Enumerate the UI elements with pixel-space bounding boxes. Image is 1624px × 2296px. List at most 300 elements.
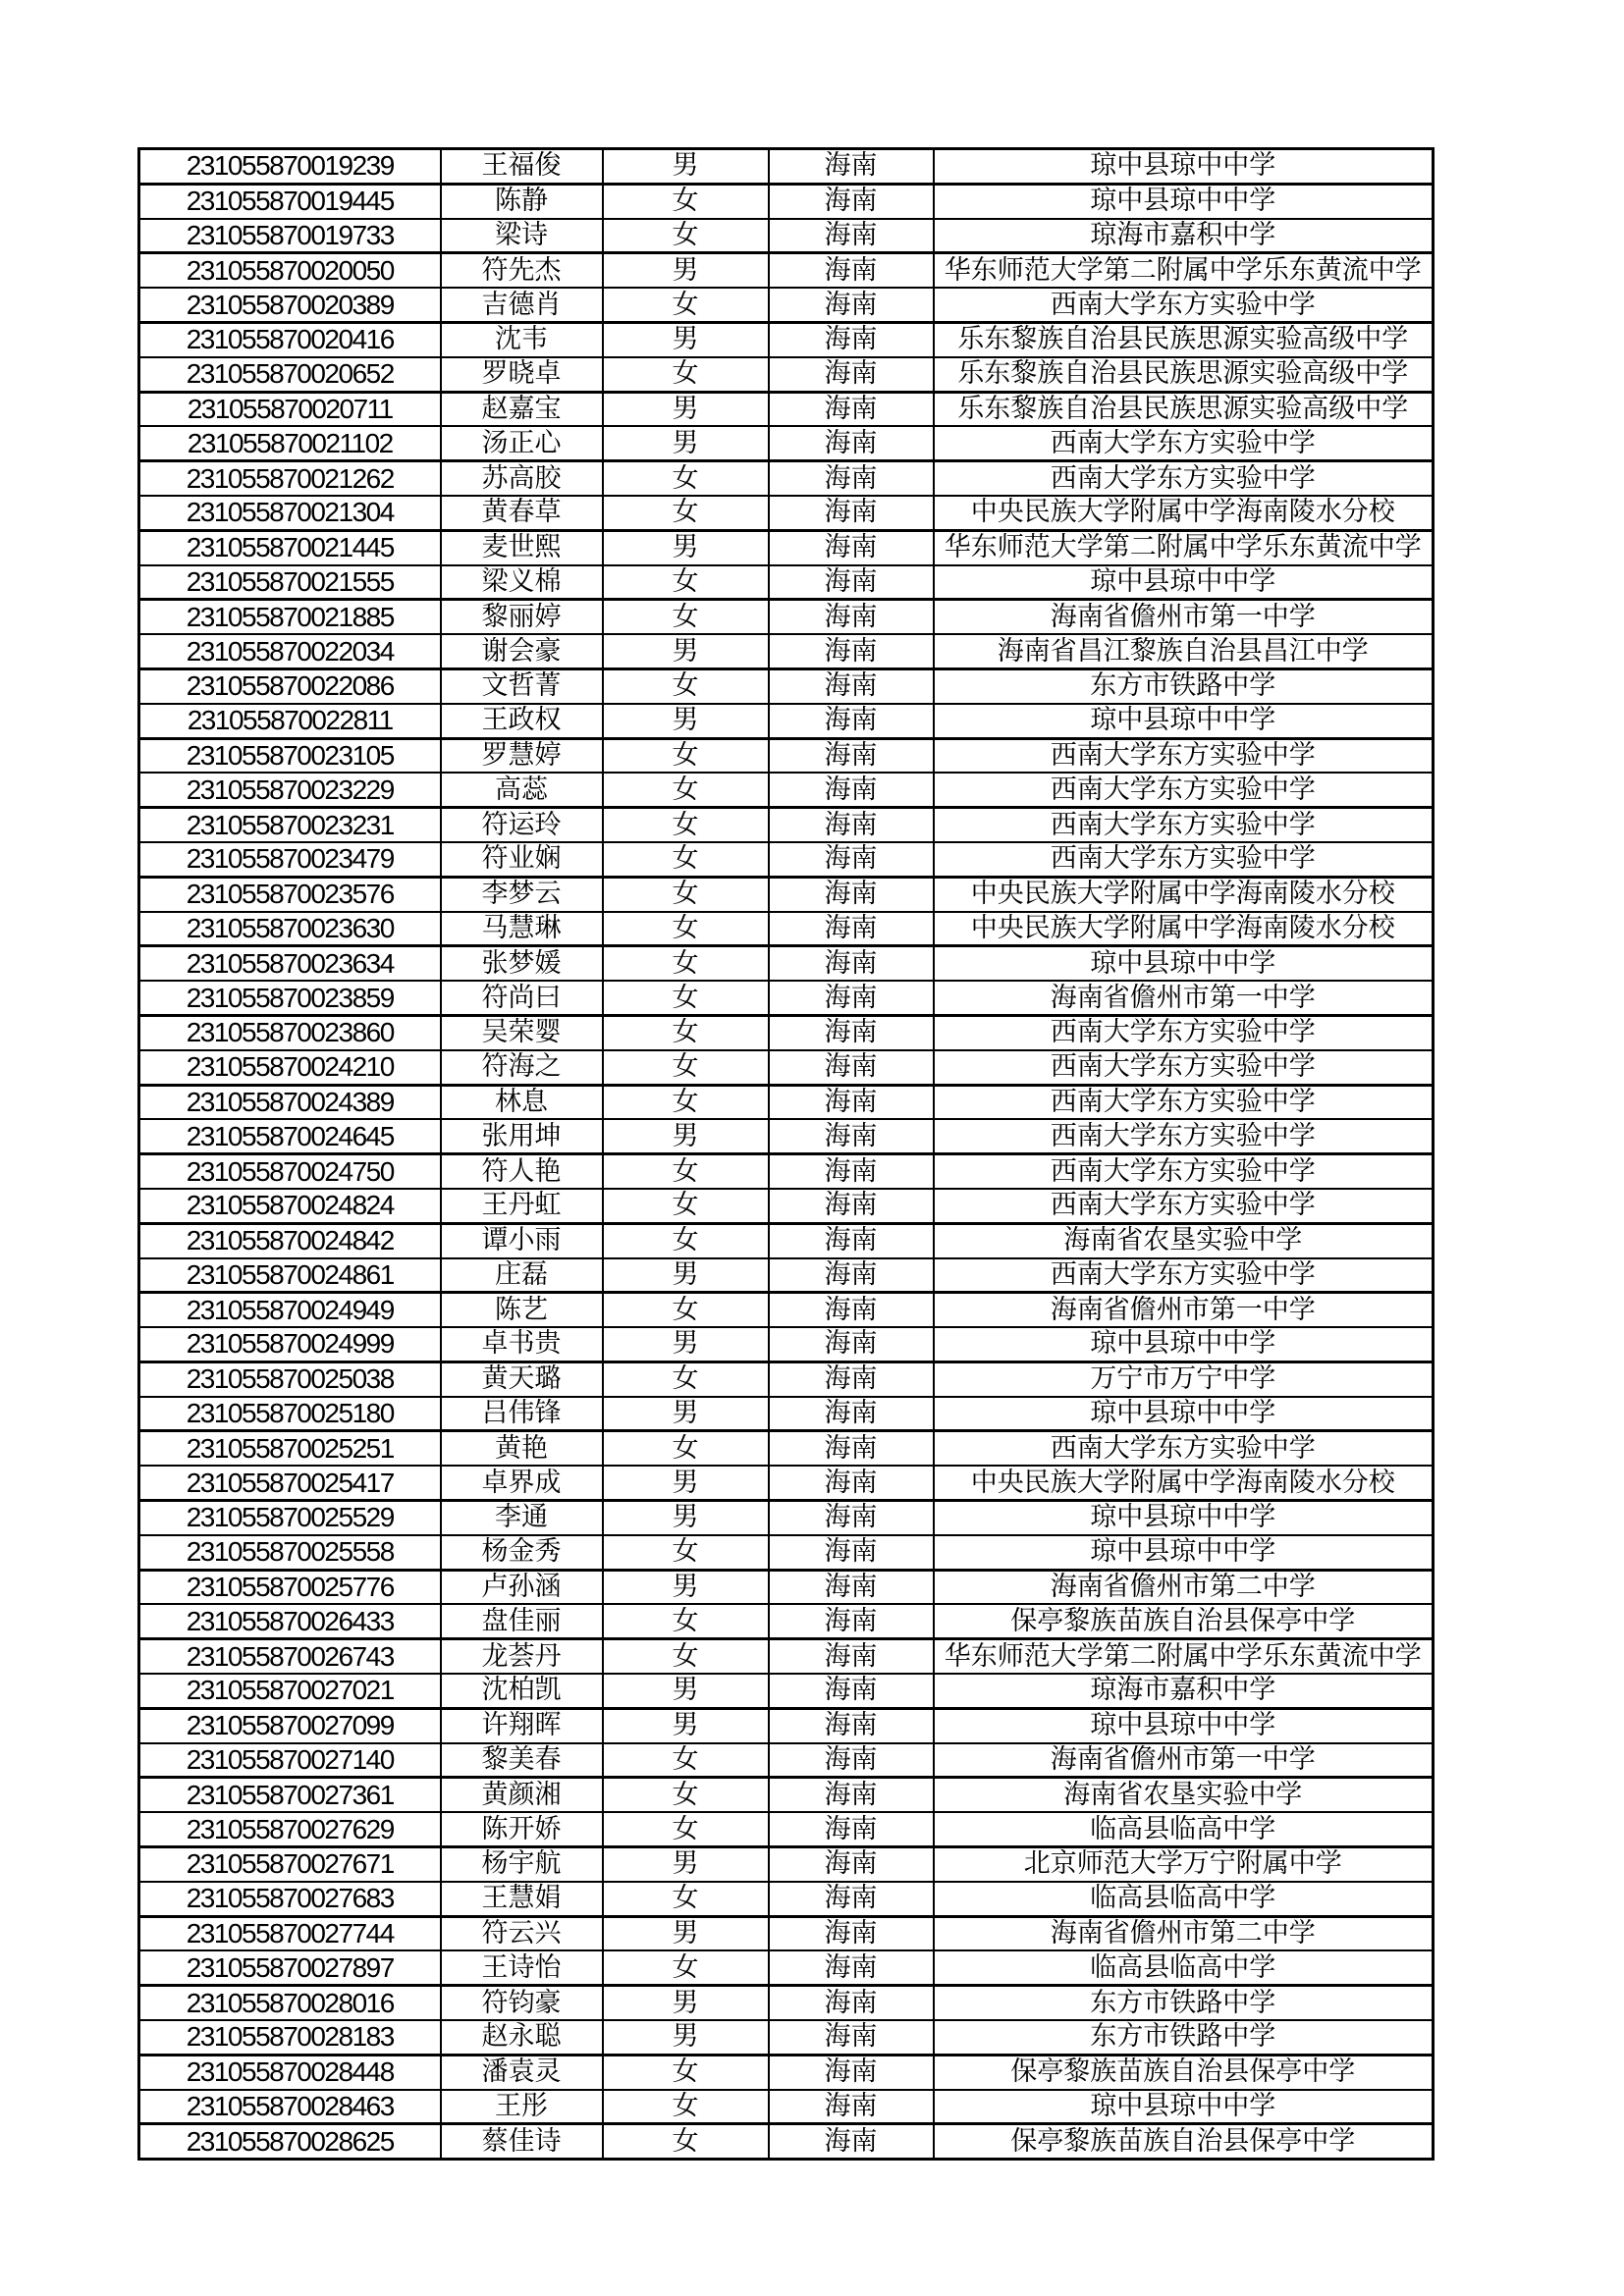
candidate-id-cell: 231055870027099 xyxy=(139,1708,441,1742)
gender-cell: 男 xyxy=(603,2020,769,2055)
province-cell: 海南 xyxy=(769,600,934,634)
candidate-id-cell: 231055870024842 xyxy=(139,1223,441,1257)
school-cell: 东方市铁路中学 xyxy=(934,1986,1434,2020)
candidate-id-cell: 231055870027021 xyxy=(139,1674,441,1708)
table-row xyxy=(139,1050,1434,1085)
name-cell: 黄颜湘 xyxy=(441,1778,603,1812)
candidate-id-cell: 231055870023105 xyxy=(139,738,441,773)
candidate-id-cell: 231055870027140 xyxy=(139,1743,441,1778)
name-cell: 符钧豪 xyxy=(441,1986,603,2020)
province-cell: 海南 xyxy=(769,1604,934,1638)
gender-cell: 男 xyxy=(603,426,769,460)
table-row xyxy=(139,1258,1434,1293)
school-cell: 乐东黎族自治县民族思源实验高级中学 xyxy=(934,392,1434,426)
name-cell: 沈柏凯 xyxy=(441,1674,603,1708)
school-cell: 海南省儋州市第一中学 xyxy=(934,981,1434,1015)
gender-cell: 女 xyxy=(603,668,769,703)
province-cell: 海南 xyxy=(769,2124,934,2160)
table-row xyxy=(139,946,1434,981)
gender-cell: 女 xyxy=(603,1015,769,1049)
candidate-id-cell: 231055870020050 xyxy=(139,253,441,288)
province-cell: 海南 xyxy=(769,1950,934,1985)
province-cell: 海南 xyxy=(769,773,934,807)
gender-cell: 女 xyxy=(603,1812,769,1846)
gender-cell: 女 xyxy=(603,1639,769,1674)
name-cell: 陈静 xyxy=(441,184,603,218)
gender-cell: 女 xyxy=(603,808,769,842)
province-cell: 海南 xyxy=(769,1778,934,1812)
name-cell: 符海之 xyxy=(441,1050,603,1085)
name-cell: 卓界成 xyxy=(441,1466,603,1500)
name-cell: 符先杰 xyxy=(441,253,603,288)
candidate-id-cell: 231055870027897 xyxy=(139,1950,441,1985)
school-cell: 海南省昌江黎族自治县昌江中学 xyxy=(934,634,1434,668)
school-cell: 琼中县琼中中学 xyxy=(934,1535,1434,1570)
name-cell: 陈开娇 xyxy=(441,1812,603,1846)
name-cell: 李通 xyxy=(441,1501,603,1535)
name-cell: 罗慧婷 xyxy=(441,738,603,773)
candidate-id-cell: 231055870023479 xyxy=(139,842,441,877)
province-cell: 海南 xyxy=(769,946,934,981)
name-cell: 马慧琳 xyxy=(441,912,603,946)
province-cell: 海南 xyxy=(769,461,934,496)
candidate-id-cell: 231055870024949 xyxy=(139,1293,441,1327)
gender-cell: 女 xyxy=(603,1604,769,1638)
table-row xyxy=(139,1812,1434,1846)
candidate-id-cell: 231055870021445 xyxy=(139,530,441,564)
name-cell: 卢孙涵 xyxy=(441,1570,603,1604)
province-cell: 海南 xyxy=(769,842,934,877)
candidate-id-cell: 231055870024389 xyxy=(139,1085,441,1119)
province-cell: 海南 xyxy=(769,634,934,668)
table-row xyxy=(139,1466,1434,1500)
table-row xyxy=(139,530,1434,564)
gender-cell: 女 xyxy=(603,288,769,322)
province-cell: 海南 xyxy=(769,1154,934,1189)
name-cell: 沈韦 xyxy=(441,322,603,356)
name-cell: 梁诗 xyxy=(441,219,603,253)
table-row xyxy=(139,565,1434,600)
gender-cell: 男 xyxy=(603,1986,769,2020)
province-cell: 海南 xyxy=(769,1466,934,1500)
school-cell: 西南大学东方实验中学 xyxy=(934,1119,1434,1153)
name-cell: 符业娴 xyxy=(441,842,603,877)
name-cell: 龙荟丹 xyxy=(441,1639,603,1674)
province-cell: 海南 xyxy=(769,530,934,564)
gender-cell: 男 xyxy=(603,1397,769,1431)
table-row xyxy=(139,1708,1434,1742)
province-cell: 海南 xyxy=(769,2090,934,2124)
gender-cell: 女 xyxy=(603,184,769,218)
name-cell: 王慧娟 xyxy=(441,1882,603,1916)
name-cell: 符人艳 xyxy=(441,1154,603,1189)
candidate-id-cell: 231055870023576 xyxy=(139,877,441,911)
province-cell: 海南 xyxy=(769,1223,934,1257)
candidate-id-cell: 231055870025038 xyxy=(139,1362,441,1396)
name-cell: 黄天璐 xyxy=(441,1362,603,1396)
school-cell: 西南大学东方实验中学 xyxy=(934,1258,1434,1293)
school-cell: 琼海市嘉积中学 xyxy=(934,1674,1434,1708)
table-row xyxy=(139,184,1434,218)
candidate-id-cell: 231055870021555 xyxy=(139,565,441,600)
candidate-id-cell: 231055870019445 xyxy=(139,184,441,218)
table-row xyxy=(139,149,1434,185)
candidate-id-cell: 231055870026433 xyxy=(139,1604,441,1638)
name-cell: 高蕊 xyxy=(441,773,603,807)
table-row xyxy=(139,392,1434,426)
name-cell: 赵嘉宝 xyxy=(441,392,603,426)
province-cell: 海南 xyxy=(769,219,934,253)
school-cell: 中央民族大学附属中学海南陵水分校 xyxy=(934,877,1434,911)
school-cell: 琼中县琼中中学 xyxy=(934,1397,1434,1431)
candidate-id-cell: 231055870023859 xyxy=(139,981,441,1015)
table-row xyxy=(139,357,1434,392)
province-cell: 海南 xyxy=(769,1674,934,1708)
school-cell: 琼海市嘉积中学 xyxy=(934,219,1434,253)
gender-cell: 男 xyxy=(603,530,769,564)
province-cell: 海南 xyxy=(769,392,934,426)
candidate-id-cell: 231055870025251 xyxy=(139,1431,441,1466)
table-row xyxy=(139,1882,1434,1916)
table-row xyxy=(139,1604,1434,1638)
gender-cell: 女 xyxy=(603,1223,769,1257)
school-cell: 保亭黎族苗族自治县保亭中学 xyxy=(934,2124,1434,2160)
table-row xyxy=(139,1535,1434,1570)
province-cell: 海南 xyxy=(769,1397,934,1431)
gender-cell: 男 xyxy=(603,1327,769,1362)
gender-cell: 女 xyxy=(603,1050,769,1085)
name-cell: 王政权 xyxy=(441,704,603,738)
gender-cell: 男 xyxy=(603,322,769,356)
school-cell: 保亭黎族苗族自治县保亭中学 xyxy=(934,2055,1434,2089)
school-cell: 琼中县琼中中学 xyxy=(934,1327,1434,1362)
school-cell: 临高县临高中学 xyxy=(934,1882,1434,1916)
province-cell: 海南 xyxy=(769,1258,934,1293)
candidate-id-cell: 231055870025558 xyxy=(139,1535,441,1570)
candidate-id-cell: 231055870028016 xyxy=(139,1986,441,2020)
gender-cell: 女 xyxy=(603,773,769,807)
gender-cell: 女 xyxy=(603,738,769,773)
province-cell: 海南 xyxy=(769,496,934,530)
candidate-id-cell: 231055870027683 xyxy=(139,1882,441,1916)
school-cell: 西南大学东方实验中学 xyxy=(934,461,1434,496)
gender-cell: 女 xyxy=(603,1293,769,1327)
name-cell: 蔡佳诗 xyxy=(441,2124,603,2160)
name-cell: 谢会豪 xyxy=(441,634,603,668)
school-cell: 万宁市万宁中学 xyxy=(934,1362,1434,1396)
candidate-id-cell: 231055870020416 xyxy=(139,322,441,356)
table-row xyxy=(139,2090,1434,2124)
province-cell: 海南 xyxy=(769,1882,934,1916)
table-row xyxy=(139,1950,1434,1985)
province-cell: 海南 xyxy=(769,1431,934,1466)
school-cell: 北京师范大学万宁附属中学 xyxy=(934,1847,1434,1882)
name-cell: 林息 xyxy=(441,1085,603,1119)
name-cell: 王彤 xyxy=(441,2090,603,2124)
table-row xyxy=(139,1223,1434,1257)
school-cell: 琼中县琼中中学 xyxy=(934,1501,1434,1535)
gender-cell: 男 xyxy=(603,1501,769,1535)
gender-cell: 女 xyxy=(603,2090,769,2124)
gender-cell: 女 xyxy=(603,1950,769,1985)
name-cell: 盘佳丽 xyxy=(441,1604,603,1638)
school-cell: 乐东黎族自治县民族思源实验高级中学 xyxy=(934,357,1434,392)
gender-cell: 女 xyxy=(603,357,769,392)
school-cell: 东方市铁路中学 xyxy=(934,2020,1434,2055)
name-cell: 麦世熙 xyxy=(441,530,603,564)
gender-cell: 女 xyxy=(603,1189,769,1223)
candidate-id-cell: 231055870023229 xyxy=(139,773,441,807)
school-cell: 海南省农垦实验中学 xyxy=(934,1778,1434,1812)
candidate-id-cell: 231055870027361 xyxy=(139,1778,441,1812)
gender-cell: 女 xyxy=(603,981,769,1015)
school-cell: 乐东黎族自治县民族思源实验高级中学 xyxy=(934,322,1434,356)
province-cell: 海南 xyxy=(769,2055,934,2089)
candidate-id-cell: 231055870021102 xyxy=(139,426,441,460)
gender-cell: 男 xyxy=(603,1466,769,1500)
province-cell: 海南 xyxy=(769,1085,934,1119)
school-cell: 东方市铁路中学 xyxy=(934,668,1434,703)
name-cell: 符尚曰 xyxy=(441,981,603,1015)
school-cell: 琼中县琼中中学 xyxy=(934,184,1434,218)
table-row xyxy=(139,2055,1434,2089)
province-cell: 海南 xyxy=(769,1916,934,1950)
school-cell: 临高县临高中学 xyxy=(934,1950,1434,1985)
candidate-id-cell: 231055870024999 xyxy=(139,1327,441,1362)
province-cell: 海南 xyxy=(769,1535,934,1570)
province-cell: 海南 xyxy=(769,668,934,703)
table-row xyxy=(139,1119,1434,1153)
table-row xyxy=(139,1362,1434,1396)
name-cell: 符运玲 xyxy=(441,808,603,842)
candidate-id-cell: 231055870027744 xyxy=(139,1916,441,1950)
table-row xyxy=(139,912,1434,946)
school-cell: 西南大学东方实验中学 xyxy=(934,1431,1434,1466)
school-cell: 中央民族大学附属中学海南陵水分校 xyxy=(934,1466,1434,1500)
table-row xyxy=(139,1501,1434,1535)
gender-cell: 男 xyxy=(603,392,769,426)
candidate-id-cell: 231055870023630 xyxy=(139,912,441,946)
table-row xyxy=(139,1986,1434,2020)
candidate-id-cell: 231055870028183 xyxy=(139,2020,441,2055)
table-row xyxy=(139,219,1434,253)
gender-cell: 女 xyxy=(603,2124,769,2160)
school-cell: 华东师范大学第二附属中学乐东黄流中学 xyxy=(934,530,1434,564)
gender-cell: 男 xyxy=(603,1708,769,1742)
school-cell: 西南大学东方实验中学 xyxy=(934,1050,1434,1085)
province-cell: 海南 xyxy=(769,877,934,911)
table-row xyxy=(139,1431,1434,1466)
name-cell: 陈艺 xyxy=(441,1293,603,1327)
school-cell: 华东师范大学第二附属中学乐东黄流中学 xyxy=(934,253,1434,288)
province-cell: 海南 xyxy=(769,1293,934,1327)
name-cell: 潘袁灵 xyxy=(441,2055,603,2089)
table-row xyxy=(139,253,1434,288)
gender-cell: 男 xyxy=(603,253,769,288)
candidate-id-cell: 231055870028463 xyxy=(139,2090,441,2124)
candidate-id-cell: 231055870022034 xyxy=(139,634,441,668)
gender-cell: 女 xyxy=(603,1154,769,1189)
candidate-id-cell: 231055870024750 xyxy=(139,1154,441,1189)
province-cell: 海南 xyxy=(769,322,934,356)
province-cell: 海南 xyxy=(769,738,934,773)
gender-cell: 女 xyxy=(603,912,769,946)
table-row xyxy=(139,322,1434,356)
province-cell: 海南 xyxy=(769,565,934,600)
table-row xyxy=(139,1847,1434,1882)
table-row xyxy=(139,981,1434,1015)
table-row xyxy=(139,1743,1434,1778)
gender-cell: 男 xyxy=(603,149,769,185)
name-cell: 王丹虹 xyxy=(441,1189,603,1223)
table-row xyxy=(139,1674,1434,1708)
gender-cell: 男 xyxy=(603,1570,769,1604)
name-cell: 李梦云 xyxy=(441,877,603,911)
table-row xyxy=(139,426,1434,460)
candidate-id-cell: 231055870022811 xyxy=(139,704,441,738)
name-cell: 张用坤 xyxy=(441,1119,603,1153)
school-cell: 保亭黎族苗族自治县保亭中学 xyxy=(934,1604,1434,1638)
gender-cell: 男 xyxy=(603,1119,769,1153)
school-cell: 华东师范大学第二附属中学乐东黄流中学 xyxy=(934,1639,1434,1674)
gender-cell: 女 xyxy=(603,842,769,877)
table-row xyxy=(139,1639,1434,1674)
name-cell: 吕伟锋 xyxy=(441,1397,603,1431)
candidate-id-cell: 231055870025180 xyxy=(139,1397,441,1431)
gender-cell: 男 xyxy=(603,1674,769,1708)
school-cell: 海南省儋州市第一中学 xyxy=(934,1293,1434,1327)
gender-cell: 女 xyxy=(603,496,769,530)
candidate-id-cell: 231055870023231 xyxy=(139,808,441,842)
school-cell: 海南省儋州市第二中学 xyxy=(934,1570,1434,1604)
school-cell: 海南省儋州市第一中学 xyxy=(934,1743,1434,1778)
table-row xyxy=(139,288,1434,322)
school-cell: 琼中县琼中中学 xyxy=(934,704,1434,738)
candidate-id-cell: 231055870023860 xyxy=(139,1015,441,1049)
candidate-id-cell: 231055870019239 xyxy=(139,149,441,185)
candidate-id-cell: 231055870021304 xyxy=(139,496,441,530)
gender-cell: 女 xyxy=(603,2055,769,2089)
name-cell: 文哲菁 xyxy=(441,668,603,703)
province-cell: 海南 xyxy=(769,184,934,218)
name-cell: 黄艳 xyxy=(441,1431,603,1466)
gender-cell: 男 xyxy=(603,634,769,668)
school-cell: 琼中县琼中中学 xyxy=(934,1708,1434,1742)
name-cell: 许翔晖 xyxy=(441,1708,603,1742)
school-cell: 西南大学东方实验中学 xyxy=(934,773,1434,807)
name-cell: 汤正心 xyxy=(441,426,603,460)
candidate-id-cell: 231055870024645 xyxy=(139,1119,441,1153)
table-row xyxy=(139,1570,1434,1604)
candidate-id-cell: 231055870028625 xyxy=(139,2124,441,2160)
table-row xyxy=(139,1916,1434,1950)
name-cell: 吉德肖 xyxy=(441,288,603,322)
province-cell: 海南 xyxy=(769,1050,934,1085)
gender-cell: 男 xyxy=(603,1847,769,1882)
table-row xyxy=(139,2020,1434,2055)
province-cell: 海南 xyxy=(769,1639,934,1674)
table-row xyxy=(139,1397,1434,1431)
name-cell: 杨宇航 xyxy=(441,1847,603,1882)
gender-cell: 女 xyxy=(603,1431,769,1466)
gender-cell: 女 xyxy=(603,1743,769,1778)
candidate-id-cell: 231055870020652 xyxy=(139,357,441,392)
table-row xyxy=(139,496,1434,530)
school-cell: 西南大学东方实验中学 xyxy=(934,738,1434,773)
gender-cell: 女 xyxy=(603,600,769,634)
table-row xyxy=(139,1293,1434,1327)
student-list-table xyxy=(137,147,1435,2161)
province-cell: 海南 xyxy=(769,357,934,392)
candidate-id-cell: 231055870023634 xyxy=(139,946,441,981)
province-cell: 海南 xyxy=(769,1570,934,1604)
table-row xyxy=(139,668,1434,703)
school-cell: 西南大学东方实验中学 xyxy=(934,288,1434,322)
candidate-id-cell: 231055870024824 xyxy=(139,1189,441,1223)
province-cell: 海南 xyxy=(769,1189,934,1223)
table-row xyxy=(139,600,1434,634)
name-cell: 黎丽婷 xyxy=(441,600,603,634)
gender-cell: 女 xyxy=(603,1778,769,1812)
name-cell: 杨金秀 xyxy=(441,1535,603,1570)
candidate-id-cell: 231055870027671 xyxy=(139,1847,441,1882)
candidate-id-cell: 231055870024210 xyxy=(139,1050,441,1085)
gender-cell: 女 xyxy=(603,1362,769,1396)
table-row xyxy=(139,461,1434,496)
province-cell: 海南 xyxy=(769,288,934,322)
province-cell: 海南 xyxy=(769,1847,934,1882)
gender-cell: 女 xyxy=(603,461,769,496)
province-cell: 海南 xyxy=(769,1015,934,1049)
province-cell: 海南 xyxy=(769,1743,934,1778)
candidate-id-cell: 231055870019733 xyxy=(139,219,441,253)
name-cell: 符云兴 xyxy=(441,1916,603,1950)
school-cell: 琼中县琼中中学 xyxy=(934,2090,1434,2124)
gender-cell: 女 xyxy=(603,946,769,981)
name-cell: 张梦媛 xyxy=(441,946,603,981)
candidate-id-cell: 231055870025417 xyxy=(139,1466,441,1500)
name-cell: 谭小雨 xyxy=(441,1223,603,1257)
table-row xyxy=(139,1015,1434,1049)
province-cell: 海南 xyxy=(769,1327,934,1362)
candidate-id-cell: 231055870024861 xyxy=(139,1258,441,1293)
table-row xyxy=(139,1778,1434,1812)
name-cell: 卓书贵 xyxy=(441,1327,603,1362)
name-cell: 王福俊 xyxy=(441,149,603,185)
candidate-id-cell: 231055870021885 xyxy=(139,600,441,634)
province-cell: 海南 xyxy=(769,1119,934,1153)
school-cell: 琼中县琼中中学 xyxy=(934,149,1434,185)
school-cell: 海南省儋州市第二中学 xyxy=(934,1916,1434,1950)
candidate-id-cell: 231055870028448 xyxy=(139,2055,441,2089)
school-cell: 海南省农垦实验中学 xyxy=(934,1223,1434,1257)
province-cell: 海南 xyxy=(769,1708,934,1742)
school-cell: 西南大学东方实验中学 xyxy=(934,1015,1434,1049)
school-cell: 中央民族大学附属中学海南陵水分校 xyxy=(934,496,1434,530)
province-cell: 海南 xyxy=(769,704,934,738)
table-row xyxy=(139,1085,1434,1119)
school-cell: 西南大学东方实验中学 xyxy=(934,842,1434,877)
province-cell: 海南 xyxy=(769,1986,934,2020)
province-cell: 海南 xyxy=(769,981,934,1015)
gender-cell: 男 xyxy=(603,1258,769,1293)
province-cell: 海南 xyxy=(769,149,934,185)
gender-cell: 男 xyxy=(603,704,769,738)
table-row xyxy=(139,634,1434,668)
table-row xyxy=(139,704,1434,738)
province-cell: 海南 xyxy=(769,808,934,842)
name-cell: 吴荣婴 xyxy=(441,1015,603,1049)
